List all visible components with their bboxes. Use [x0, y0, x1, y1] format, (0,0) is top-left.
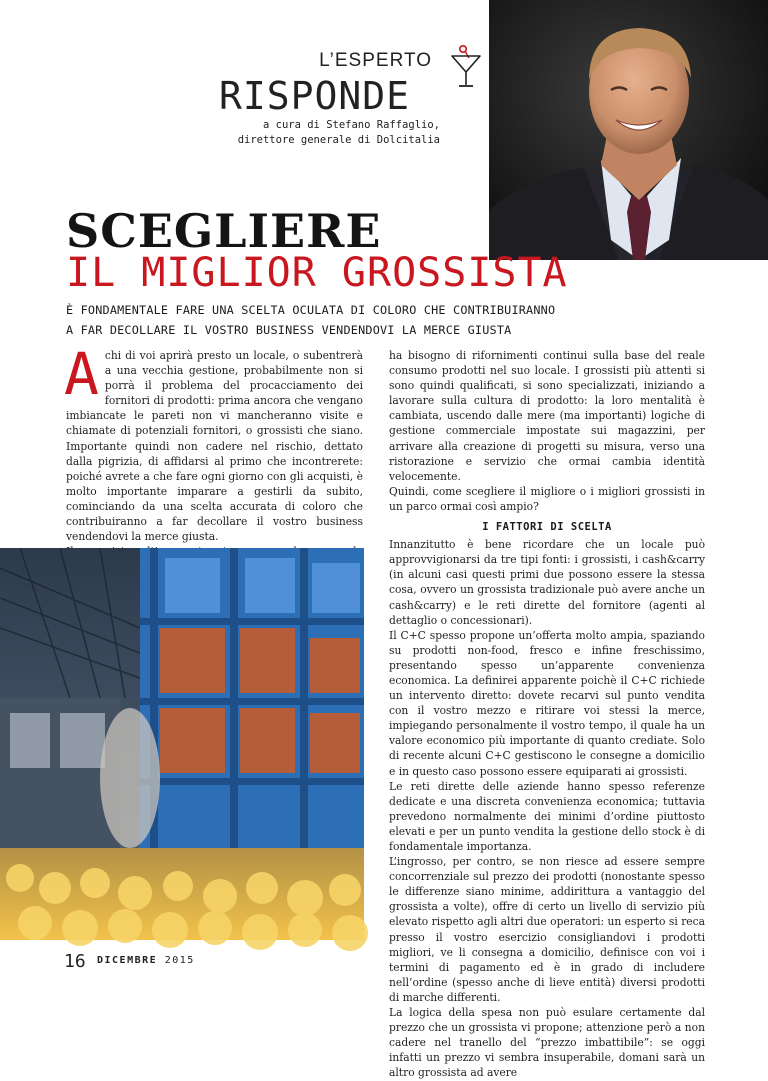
- warehouse-illustration: [0, 548, 364, 940]
- warehouse-photo: [0, 548, 364, 940]
- issue-month: DICEMBRE: [97, 955, 158, 966]
- portrait-illustration: [489, 0, 768, 260]
- byline-role: direttore generale di Dolcitalia: [237, 134, 440, 146]
- paragraph: Le reti dirette delle aziende hanno spesso referenze dedicate e una discreta convenienza economica; tuttavia prevedono normalmente dei minimi d’ordine piuttosto elevati e per un punto vendita la gestione dello stock è di fondamentale importanza.: [389, 779, 705, 853]
- cocktail-glass-icon: [448, 44, 484, 90]
- author-portrait-photo: [489, 0, 768, 260]
- issue-date: [97, 955, 195, 966]
- issue-year: 2015: [164, 955, 195, 966]
- paragraph: La logica della spesa non può esulare certamente dal prezzo che un grossista vi propone; attenzione però a non cadere nel tranello del “prezzo imbattibile”: se oggi infatti un prezzo vi sembra insuperabile, domani sarà un altro grossista ad avere: [389, 1006, 705, 1080]
- byline-author: a cura di Stefano Raffaglio,: [262, 119, 440, 131]
- column-kicker: L’ESPERTO: [319, 50, 432, 71]
- subtitle-line-1: È FONDAMENTALE FARE UNA SCELTA OCULATA DI COLORO CHE CONTRIBUIRANNO: [66, 303, 556, 317]
- page-number: 16: [64, 951, 86, 972]
- article-subtitle: [66, 300, 706, 340]
- paragraph-text: chi di voi aprirà presto un locale, o subentrerà a una vecchia gestione, probabilmente non si porrà il problema del procacciamento dei fornitori di prodotti: prima ancora che vengano imbiancate le pareti non vi mancheranno visite e chiamate di potenziali fornitori, o grossisti che siano. Importante quindi non cadere nel rischio, dettato dalla pigrizia, di affidarsi al primo che incontrerete: poiché avrete a che fare ogni giorno con gli acquisti, è molto importante imparare a gestirli da subito, cominciando da una scelta accurata di coloro che contribuiranno a far decollare il vostro business vendendovi la merce giusta.: [66, 349, 363, 544]
- paragraph: [64, 340, 363, 544]
- paragraph: Quindi, come scegliere il migliore o i migliori grossisti in un parco ormai così ampio?: [389, 484, 705, 513]
- section-heading: I FATTORI DI SCELTA: [482, 521, 612, 534]
- article-column-right: [389, 348, 705, 1081]
- column-name: RISPONDE: [218, 74, 410, 118]
- byline: [238, 118, 440, 148]
- paragraph: Innanzitutto è bene ricordare che un locale può approvvigionarsi da tre tipi fonti: i grossisti, i cash&carry (in alcuni casi questi primi due possono essere la stessa cosa, ovvero un grossista tradizionale può avere anche un cash&carry) e le reti dirette del fornitore (agenti al dettaglio o concessionari).: [389, 538, 705, 627]
- article-title-line-1: SCEGLIERE: [66, 204, 382, 258]
- article-title-line-2: IL MIGLIOR GROSSISTA: [66, 250, 568, 296]
- paragraph: Il C+C spesso propone un’offerta molto ampia, spaziando su prodotti non-food, fresco e infine freschissimo, presentando spesso un’apparente convenienza economica. La definirei apparente poichè il C+C richiede un intervento diretto: dovete recarvi sul punto vendita con il vostro mezzo e ritirare voi stessi la merce, impiegando personalmente il vostro tempo, il quale ha un valore economico più importante di quanto crediate. Solo di recente alcuni C+C gestiscono le consegne a domicilio e in questo caso possono essere equiparati ai grossisti.: [389, 628, 705, 778]
- paragraph: L’ingrosso, per contro, se non riesce ad essere sempre concorrenziale sul prezzo dei prodotti (nonostante spesso le differenze siano minime, addirittura a vantaggio del grossista a volte), offre di certo un livello di servizio più elevato rispetto agli altri due operatori: un esperto si reca presso il vostro esercizio consigliandovi i prodotti migliori, ve li consegna a domicilio, definisce con voi i termini di pagamento ed è in grado di includere nell’ordine (spesso anche di lieve entità) diversi prodotti di marche differenti.: [389, 855, 705, 1004]
- paragraph: ha bisogno di rifornimenti continui sulla base del reale consumo prodotti nel suo locale. I grossisti più attenti si sono quindi qualificati, si sono specializzati, iniziando a lavorare sulla cultura di prodotto: la loro mentalità è cambiata, uscendo dalle mere (ma importanti) logiche di gestione commerciale impostate sui magazzini, per arrivare alla creazione di progetti su misura, verso una ristorazione e servizio che ormai cambia identità velocemente.: [389, 349, 705, 483]
- drop-cap: A: [64, 340, 99, 408]
- column-header: [0, 40, 440, 150]
- subtitle-line-2: A FAR DECOLLARE IL VOSTRO BUSINESS VENDENDOVI LA MERCE GIUSTA: [66, 323, 512, 337]
